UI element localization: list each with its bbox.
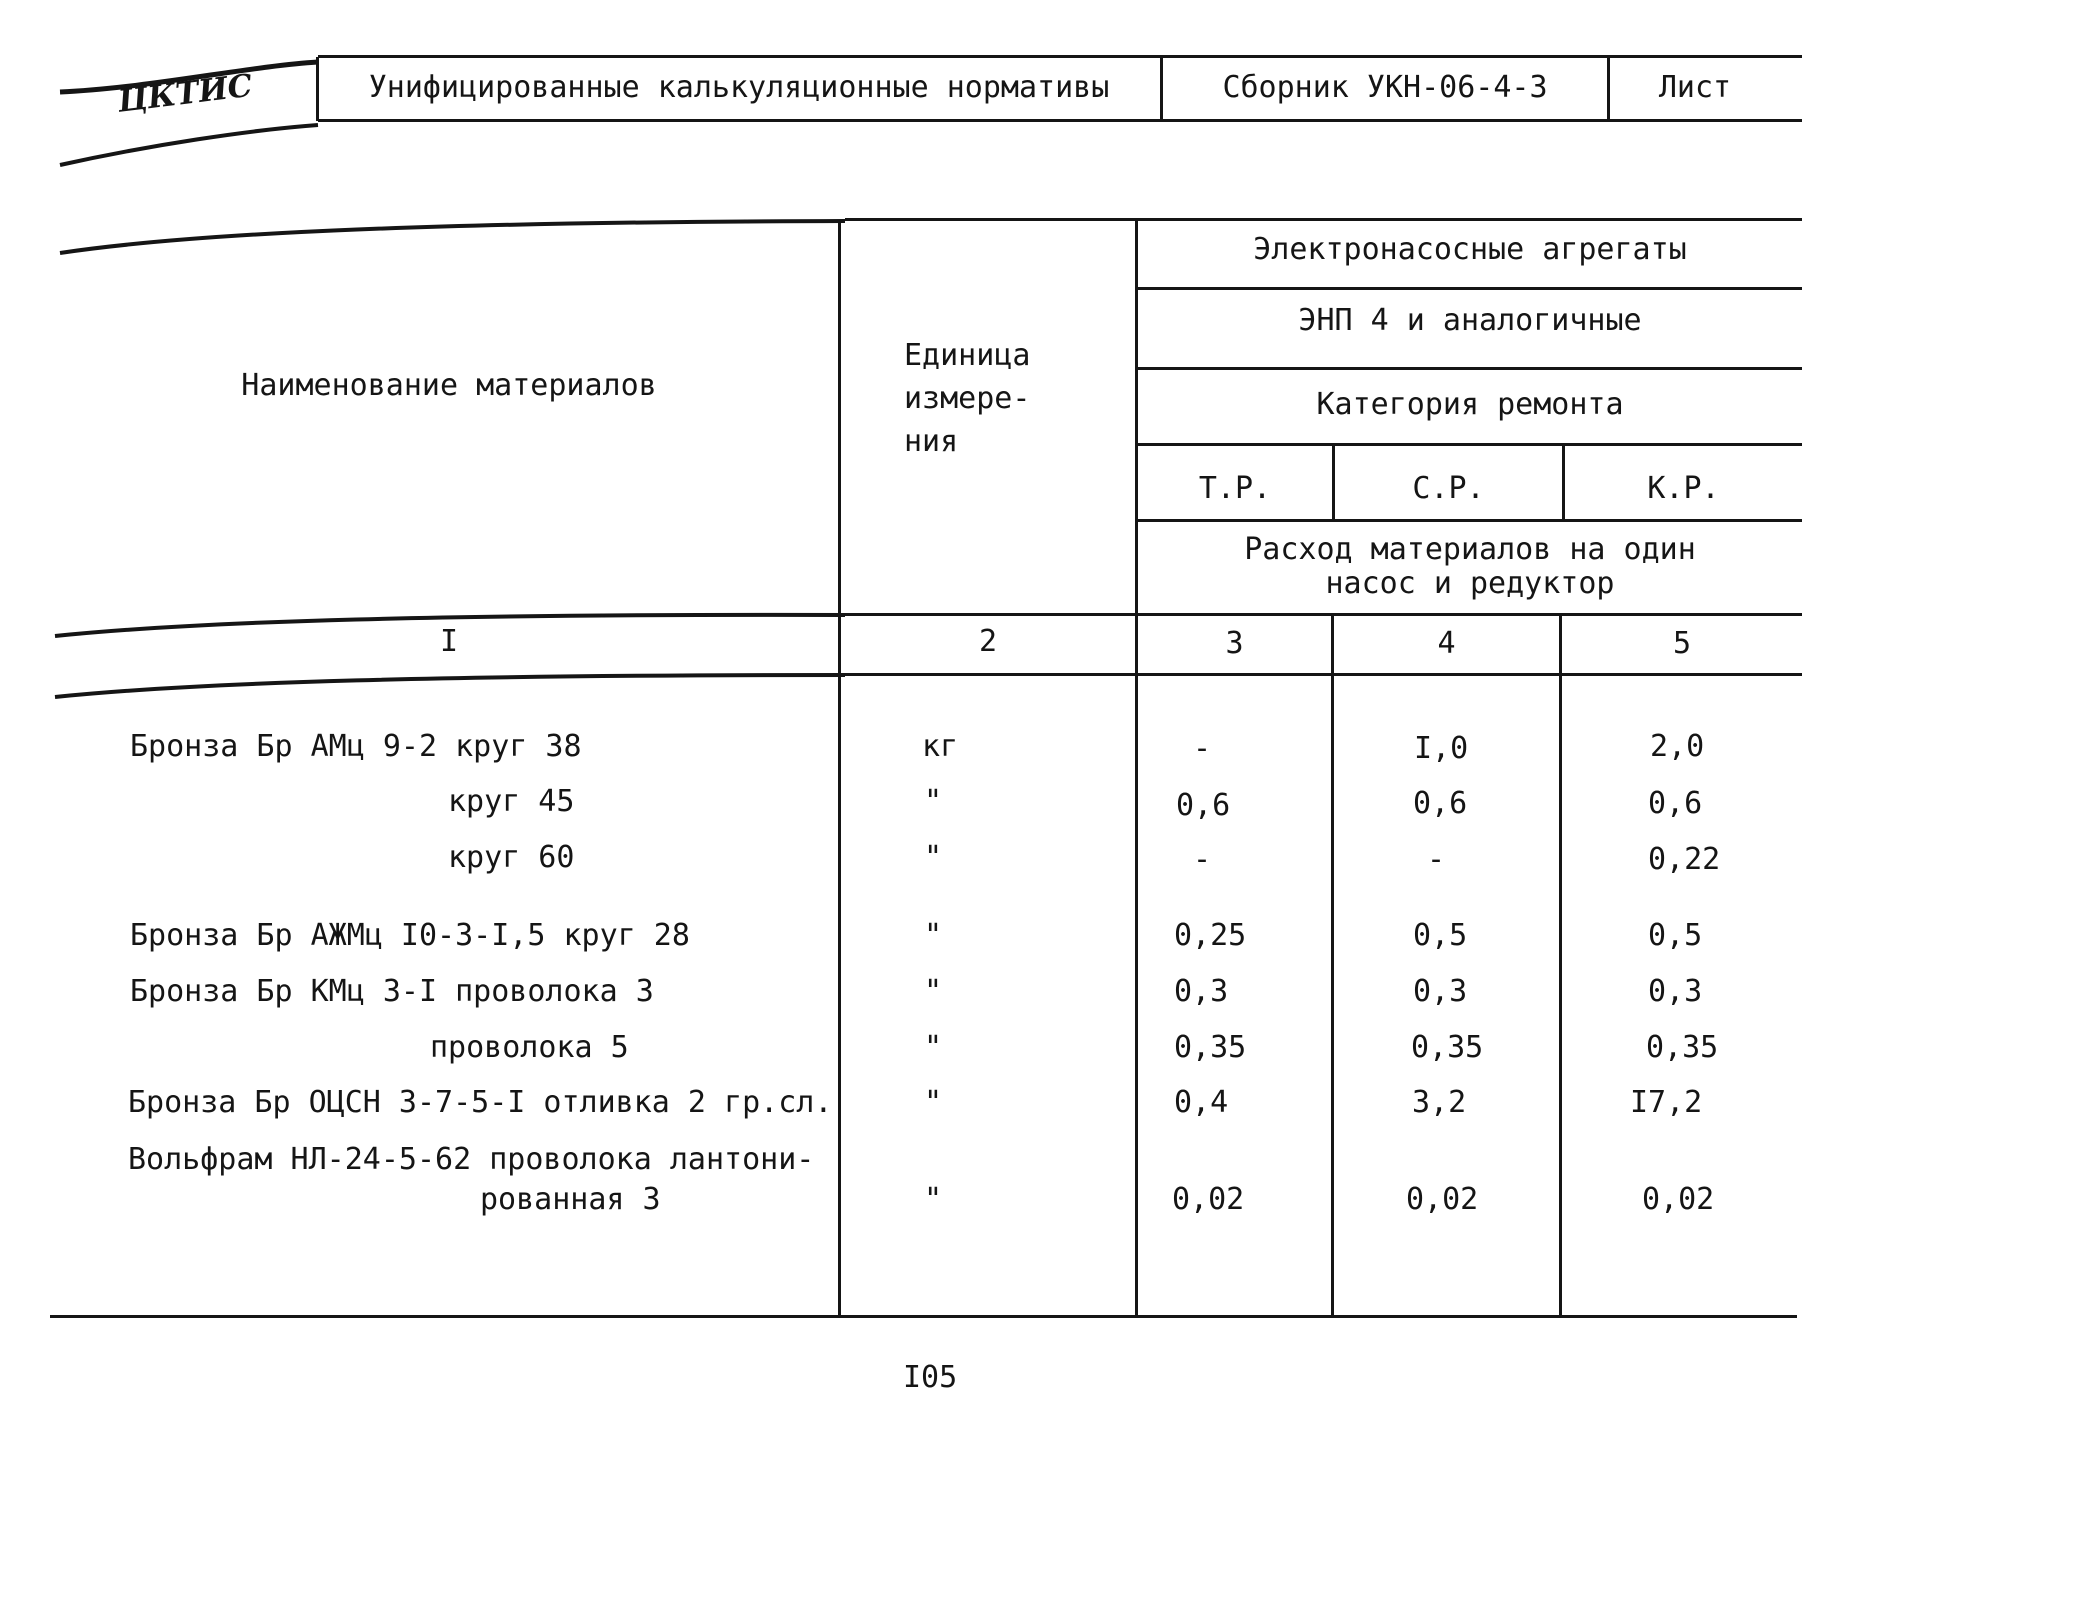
category-header: Категория ремонта [1316, 387, 1624, 422]
col-divider-3b [1331, 613, 1334, 1317]
subgroup-header: ЭНП 4 и аналогичные [1298, 303, 1642, 338]
row-value-sr: I,0 [1414, 731, 1469, 766]
row-value-kr: 2,0 [1650, 729, 1705, 764]
row-unit: " [924, 1182, 943, 1217]
category-codes-rule [1137, 519, 1802, 522]
column-number-4: 4 [1437, 626, 1456, 661]
row-value-tr: 0,35 [1174, 1030, 1247, 1065]
header-bottom-table-rule [845, 613, 1802, 616]
col-header-unit-3: ния [904, 424, 959, 459]
col-header-unit-2: измере- [904, 381, 1031, 416]
row-value-kr: 0,02 [1642, 1182, 1715, 1217]
sheet-label: Лист [1658, 70, 1732, 105]
col-divider-2 [1135, 220, 1138, 1317]
row-value-kr: 0,5 [1648, 918, 1703, 953]
row-unit: " [924, 918, 943, 953]
document-title: Унифицированные калькуляционные нормативы [368, 70, 1110, 105]
row-material-name: Бронза Бр ОЦСН 3-7-5-I отливка 2 гр.сл. [128, 1085, 833, 1120]
column-number-1: I [439, 624, 459, 659]
row-value-kr: I7,2 [1630, 1085, 1703, 1120]
category-kr: К.Р. [1647, 471, 1720, 506]
row-value-sr: 0,3 [1413, 974, 1468, 1009]
consumption-header-2: насос и редуктор [1325, 566, 1615, 601]
category-sr: С.Р. [1412, 471, 1485, 506]
row-unit: " [924, 1085, 943, 1120]
col-header-unit-1: Единица [904, 338, 1031, 373]
subgroup-header-rule [1137, 367, 1802, 370]
row-value-tr: 0,4 [1174, 1085, 1229, 1120]
header-bottom-rule [318, 119, 1802, 122]
row-value-tr: 0,25 [1174, 918, 1247, 953]
page-number: I05 [903, 1360, 958, 1395]
col-divider-1 [838, 220, 841, 1317]
row-value-sr: 0,35 [1411, 1030, 1484, 1065]
row-material-name: Бронза Бр КМц 3-I проволока 3 [130, 974, 654, 1009]
category-tr: Т.Р. [1198, 471, 1272, 506]
row-value-sr: 3,2 [1412, 1085, 1467, 1120]
row-unit: " [924, 1030, 943, 1065]
consumption-header-1: Расход материалов на один [1244, 532, 1696, 567]
row-value-tr: 0,02 [1172, 1182, 1245, 1217]
row-material-name: Бронза Бр АЖМц I0-3-I,5 круг 28 [130, 918, 690, 953]
row-material-name-continued: рованная 3 [480, 1182, 661, 1217]
row-unit: " [924, 974, 943, 1009]
group-header-rule [1137, 287, 1802, 290]
col-header-name: Наименование материалов [241, 368, 657, 403]
row-value-kr: 0,22 [1648, 842, 1721, 877]
organization-logo: ЦКТИС [115, 67, 255, 120]
column-numbers-rule [845, 673, 1802, 676]
column-number-5: 5 [1672, 626, 1692, 661]
row-value-sr: 0,02 [1406, 1182, 1479, 1217]
row-value-kr: 0,3 [1648, 974, 1703, 1009]
row-value-kr: 0,6 [1648, 786, 1703, 821]
column-number-3: 3 [1225, 626, 1244, 661]
row-value-tr: 0,6 [1176, 788, 1231, 823]
row-value-sr: 0,5 [1413, 918, 1468, 953]
col-divider-4b [1559, 613, 1562, 1317]
row-material-name: проволока 5 [430, 1030, 629, 1065]
header-top-rule [318, 55, 1802, 58]
row-value-kr: 0,35 [1646, 1030, 1719, 1065]
collection-code: Сборник УКН-06-4-3 [1222, 70, 1548, 105]
row-value-tr: - [1193, 842, 1212, 877]
row-unit: " [924, 784, 943, 819]
row-value-tr: 0,3 [1174, 974, 1229, 1009]
row-material-name: круг 60 [448, 840, 575, 875]
row-unit: " [924, 840, 943, 875]
row-value-sr: - [1427, 842, 1446, 877]
row-value-sr: 0,6 [1413, 786, 1468, 821]
row-material-name: Вольфрам НЛ-24-5-62 проволока лантони- [128, 1142, 815, 1177]
group-header: Электронасосные агрегаты [1253, 232, 1687, 267]
row-value-tr: - [1193, 731, 1212, 766]
row-material-name: Бронза Бр АМц 9-2 круг 38 [130, 729, 582, 764]
category-header-rule [1137, 443, 1802, 446]
table-bottom-rule [50, 1315, 1797, 1318]
row-material-name: круг 45 [448, 784, 575, 819]
row-unit: кг [922, 729, 959, 764]
column-number-2: 2 [978, 624, 998, 659]
table-top-rule [845, 218, 1802, 221]
